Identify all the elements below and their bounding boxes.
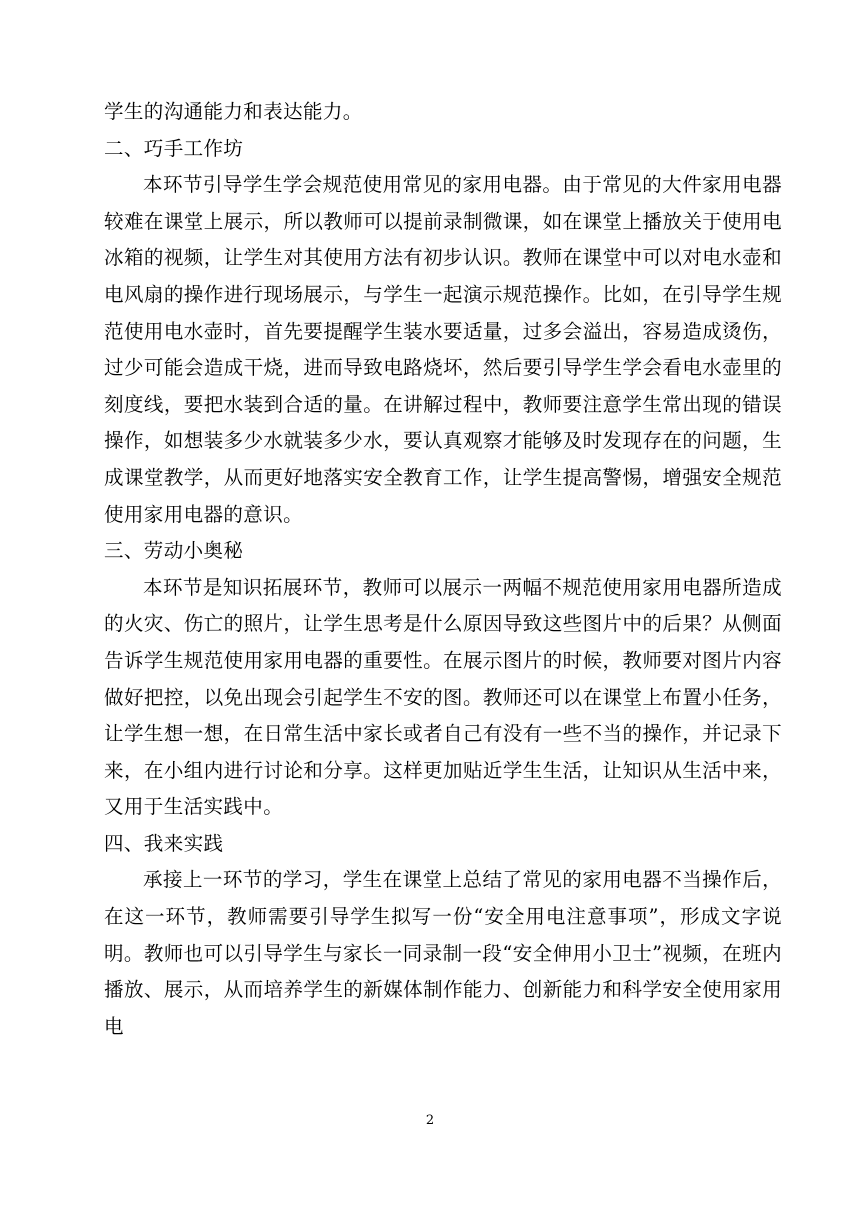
paragraph-section-2: 本环节引导学生学会规范使用常见的家用电器。由于常见的大件家用电器较难在课堂上展示，所以教师可以提前录制微课，如在课堂上播放关于使用电冰箱的视频，让学生对其使用方法有初步认识。教师在课堂中可以对电水壶和电风扇的操作进行现场展示，与学生一起演示规范操作。比如，在引导学生规范使用电水壶时，首先要提醒学生装水要适量，过多会溢出，容易造成烫伤，过少可能会造成干烧，进而导致电路烧坏，然后要引导学生学会看电水壶里的刻度线，要把水装到合适的量。在讲解过程中，教师要注意学生常出现的错误操作，如想装多少水就装多少水，要认真观察才能够及时发现存在的问题，生成课堂教学，从而更好地落实安全教育工作，让学生提高警惕，增强安全规范使用家用电器的意识。 bbox=[104, 173, 782, 526]
section-heading-3: 三、劳动小奥秘 bbox=[104, 539, 244, 563]
page-number: 2 bbox=[425, 1113, 435, 1128]
paragraph-continuation: 学生的沟通能力和表达能力。 bbox=[104, 100, 363, 123]
section-heading-2: 二、巧手工作坊 bbox=[104, 136, 244, 160]
body-text bbox=[104, 94, 782, 1045]
section-heading-4: 四、我来实践 bbox=[104, 831, 224, 855]
paragraph-section-4: 承接上一环节的学习，学生在课堂上总结了常见的家用电器不当操作后，在这一环节，教师需要引导学生拟写一份“安全用电注意事项”，形成文字说明。教师也可以引导学生与家长一同录制一段“安全伸用小卫士”视频，在班内播放、展示，从而培养学生的新媒体制作能力、创新能力和科学安全使用家用电 bbox=[104, 868, 782, 1038]
paragraph-section-3: 本环节是知识拓展环节，教师可以展示一两幅不规范使用家用电器所造成的火灾、伤亡的照片，让学生思考是什么原因导致这些图片中的后果？从侧面告诉学生规范使用家用电器的重要性。在展示图片的时候，教师要对图片内容做好把控，以免出现会引起学生不安的图。教师还可以在课堂上布置小任务，让学生想一想，在日常生活中家长或者自己有没有一些不当的操作，并记录下来，在小组内进行讨论和分享。这样更加贴近学生生活，让知识从生活中来，又用于生活实践中。 bbox=[104, 575, 782, 819]
